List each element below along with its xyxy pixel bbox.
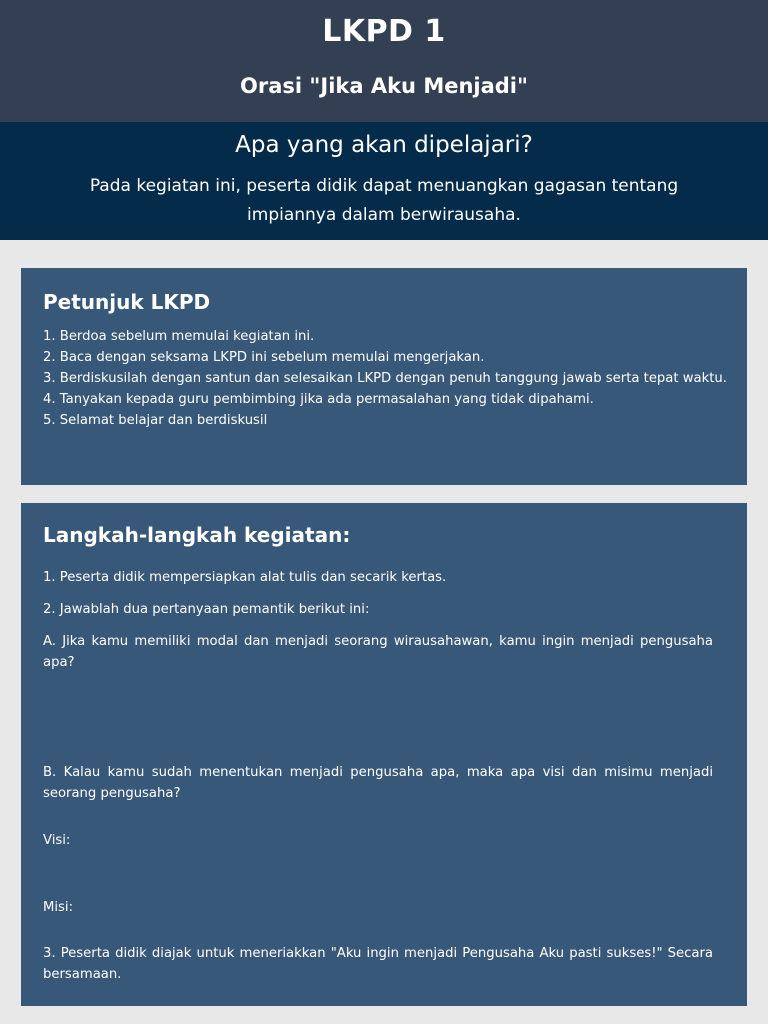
- langkah-title: Langkah-langkah kegiatan:: [43, 523, 351, 547]
- petunjuk-card: [21, 268, 747, 485]
- list-item: 3. Berdiskusilah dengan santun dan selesaikan LKPD dengan penuh tanggung jawab serta tepat waktu.: [43, 371, 727, 386]
- page-title: LKPD 1: [322, 14, 446, 49]
- petunjuk-list: [43, 326, 747, 431]
- question-a: A. Jika kamu memiliki modal dan menjadi seorang wirausahawan, kamu ingin menjadi pengusaha apa?: [43, 634, 713, 670]
- header-banner: [0, 0, 768, 122]
- question-b: B. Kalau kamu sudah menentukan menjadi pengusaha apa, maka apa visi dan misimu menjadi seorang pengusaha?: [43, 765, 713, 801]
- step-1: 1. Peserta didik mempersiapkan alat tulis dan secarik kertas.: [43, 570, 447, 585]
- learning-description: Pada kegiatan ini, peserta didik dapat menuangkan gagasan tentang impiannya dalam berwirausaha.: [89, 176, 679, 225]
- learning-question: Apa yang akan dipelajari?: [235, 132, 533, 158]
- list-item: 4. Tanyakan kepada guru pembimbing jika ada permasalahan yang tidak dipahami.: [43, 392, 594, 407]
- step-3: 3. Peserta didik diajak untuk meneriakkan "Aku ingin menjadi Pengusaha Aku pasti sukses!" Secara bersamaan.: [43, 946, 713, 982]
- visi-label: Visi:: [43, 833, 71, 848]
- list-item: 5. Selamat belajar dan berdiskusil: [43, 413, 268, 428]
- list-item: 2. Baca dengan seksama LKPD ini sebelum memulai mengerjakan.: [43, 350, 485, 365]
- page-subtitle: Orasi "Jika Aku Menjadi": [240, 74, 528, 98]
- langkah-card: [21, 503, 747, 1006]
- list-item: 1. Berdoa sebelum memulai kegiatan ini.: [43, 329, 315, 344]
- petunjuk-title: Petunjuk LKPD: [43, 290, 211, 314]
- misi-label: Misi:: [43, 900, 74, 915]
- learning-objective-section: [0, 122, 768, 240]
- step-2: 2. Jawablah dua pertanyaan pemantik berikut ini:: [43, 602, 370, 617]
